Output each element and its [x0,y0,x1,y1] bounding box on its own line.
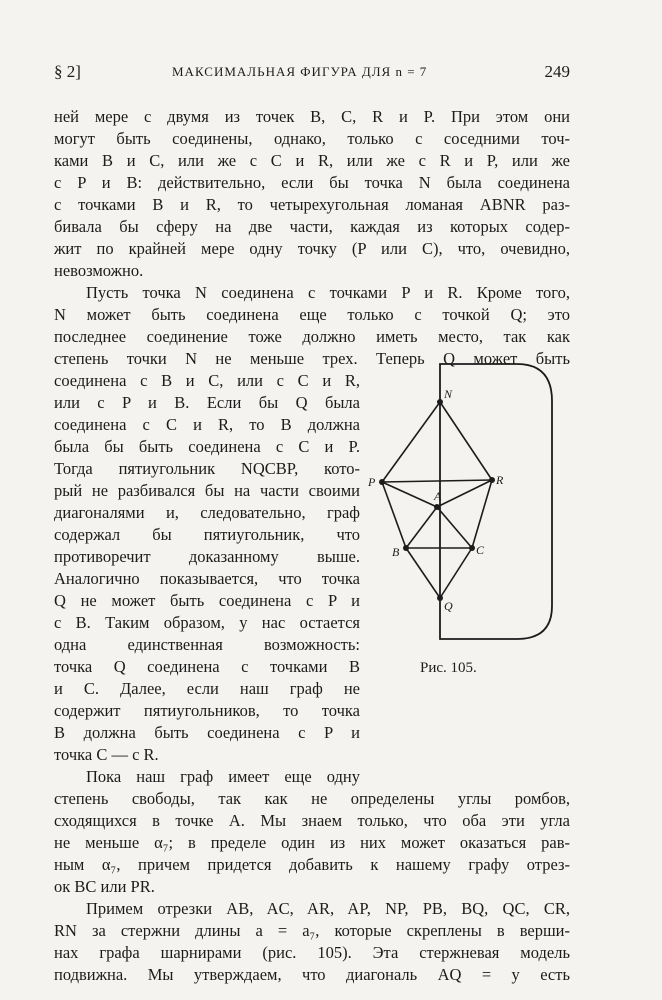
label-p: P [368,475,376,489]
vertex-p [379,479,385,485]
text-line: ок BC или PR. [54,877,155,896]
running-title: МАКСИМАЛЬНАЯ ФИГУРА ДЛЯ n = 7 [172,64,428,79]
edge-pr [382,480,492,482]
text-line: Аналогично показывается, что точка [54,569,360,588]
edge-cq [440,548,472,598]
text-line: содержал бы пятиугольник, что [54,525,360,544]
vertex-n [437,399,443,405]
text-line: диагоналями и, следовательно, граф [54,503,360,522]
vertex-a [434,504,440,510]
text-line: степень точки N не меньше трех. Теперь Q может быть [54,349,570,368]
vertex-r [489,477,495,483]
text-line: B должна быть соединена с P и [54,723,360,742]
text-line: Пусть точка N соединена с точками P и R. Кроме того, [86,283,570,302]
figure-105 [362,356,572,646]
text-line: противоречит доказанному выше. [54,547,360,566]
text-line: и C. Далее, если наш граф не [54,679,360,698]
text-line: соединена с B и C, или с C и R, [54,371,360,390]
outer-frame [440,364,552,639]
section-mark: § 2] [54,62,81,81]
text-line: содержит пятиугольников, то точка [54,701,360,720]
edge-rc [472,480,492,548]
edge-ab [406,507,437,548]
text-line: бивала бы сферу на две части, каждая из которых содер- [54,217,570,236]
text-line: Тогда пятиугольник NQCBP, кото- [54,459,360,478]
vertex-c [469,545,475,551]
label-q: Q [444,599,453,613]
edge-np [382,402,440,482]
label-a: A [434,489,442,503]
edge-ac [437,507,472,548]
text-line: рый не разбивался бы на части своими [54,481,360,500]
edge-nr [440,402,492,480]
text-line: одна единственная возможность: [54,635,360,654]
text-line: нах графа шарнирами (рис. 105). Эта стержневая модель [54,943,570,962]
text-line: точка Q соединена с точками B [54,657,360,676]
text-line: жит по крайней мере одну точку (P или C), что, очевидно, [54,239,570,258]
edge-ar [437,480,492,507]
text-line: с B. Таким образом, у нас остается [54,613,360,632]
graph-diagram [362,356,572,646]
text-line: ками B и C, или же с C и R, или же с R и P, или же [54,151,570,170]
text-line: с P и B: действительно, если бы точка N была соединена [54,173,570,192]
text-line: подвижна. Мы утверждаем, что диагональ AQ = y есть [54,965,570,984]
text-line: RN за стержни длины a = a₇, которые скреплены в верши- [54,921,570,940]
vertex-q [437,595,443,601]
text-line: сходящихся в точке A. Мы знаем только, что оба эти угла [54,811,570,830]
text-line: с точками B и R, то четырехугольная ломаная ABNR раз- [54,195,570,214]
text-line: или с P и B. Если бы Q была [54,393,360,412]
text-line: невозможно. [54,261,144,280]
label-r: R [496,473,504,487]
text-line: Примем отрезки AB, AC, AR, AP, NP, PB, BQ, QC, CR, [86,899,570,918]
text-line: была бы быть соединена с C и P. [54,437,360,456]
text-line: N может быть соединена еще только с точкой Q; это [54,305,570,324]
edge-bq [406,548,440,598]
figure-caption: Рис. 105. [420,660,477,676]
text-line: ным α₇, причем придется добавить к нашему графу отрез- [54,855,570,874]
text-line: степень свободы, так как не определены углы ромбов, [54,789,570,808]
text-line: Q не может быть соединена с P и [54,591,360,610]
vertex-b [403,545,409,551]
label-n: N [444,387,453,401]
label-b: B [392,545,400,559]
text-line: последнее соединение тоже должно иметь место, так как [54,327,570,346]
label-c: C [476,543,485,557]
text-line: ней мере с двумя из точек B, C, R и P. При этом они [54,107,570,126]
page-number: 249 [544,62,570,81]
running-header [54,62,570,86]
text-line: не меньше α₇; в пределе один из них может оказаться рав- [54,833,570,852]
text-line: Пока наш граф имеет еще одну [86,767,360,786]
text-line: соединена с C и R, то B должна [54,415,360,434]
text-line: могут быть соединены, однако, только с соседними точ- [54,129,570,148]
text-line: точка C — с R. [54,745,159,764]
